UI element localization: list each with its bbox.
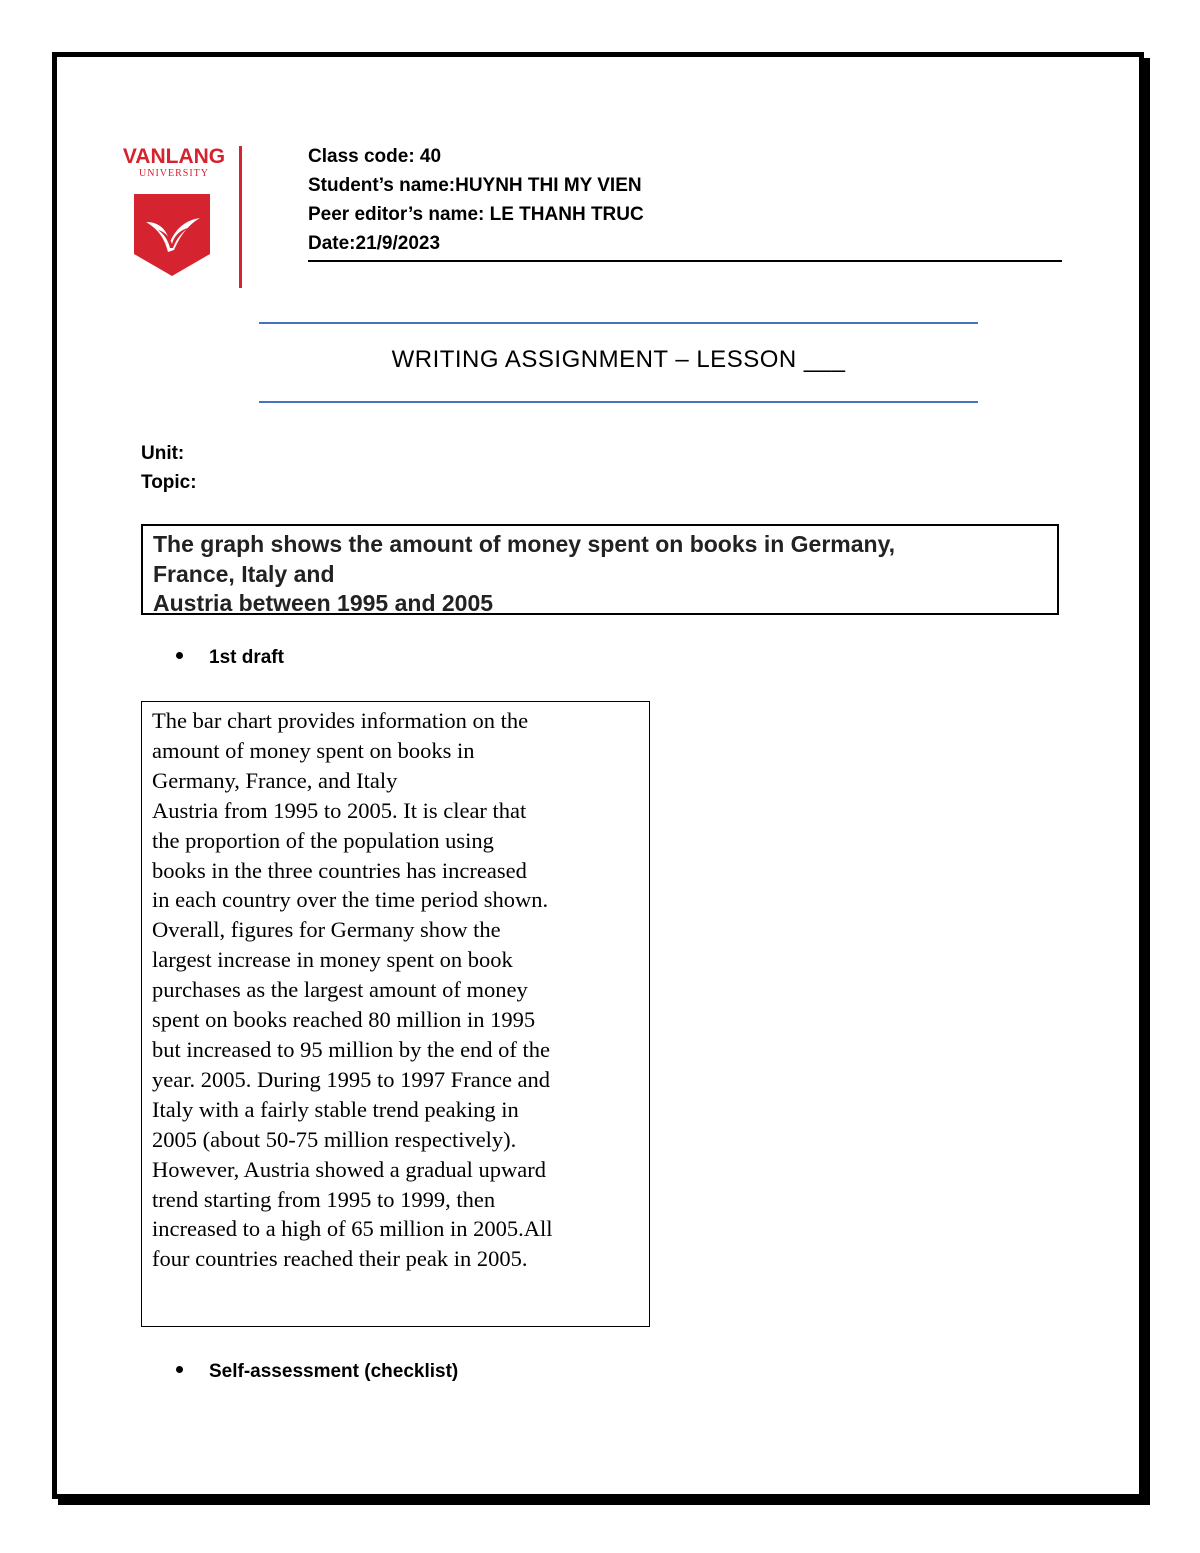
draft-line: Overall, figures for Germany show the [152,917,501,943]
title-rule-top [259,322,978,324]
draft-line: year. 2005. During 1995 to 1997 France and [152,1066,551,1092]
student-name: Student’s name:HUYNH THI MY VIEN [308,175,642,196]
topic-line: Austria between 1995 and 2005 [153,590,494,616]
topic-line: France, Italy and [153,560,335,587]
university-logo [112,146,236,180]
bullet-first-draft [176,647,284,669]
draft-line: in each country over the time period shown. [152,887,549,913]
draft-line: purchases as the largest amount of money [152,977,528,1003]
draft-line: Italy with a fairly stable trend peaking in [152,1096,519,1122]
draft-line: largest increase in money spent on book [152,947,513,973]
draft-line: Austria from 1995 to 2005. It is clear that [152,797,527,823]
draft-line: increased to a high of 65 million in 2005.All [152,1216,553,1242]
draft-line: trend starting from 1995 to 1999, then [152,1186,496,1212]
unit-label: Unit: [141,443,185,464]
title-rule-bottom [259,401,978,403]
peer-editor-name: Peer editor’s name: LE THANH TRUC [308,204,644,225]
bullet-self-assessment [176,1361,458,1383]
bullet-icon [176,652,183,659]
shield-icon [132,192,212,278]
draft-line: The bar chart provides information on the [152,708,529,733]
draft-line: books in the three countries has increased [152,857,527,883]
draft-line: However, Austria showed a gradual upward [152,1156,546,1182]
page-title: WRITING ASSIGNMENT – LESSON ___ [391,346,846,373]
logo-divider [239,146,242,288]
draft-line: four countries reached their peak in 2005. [152,1246,528,1272]
topic-label: Topic: [141,472,197,493]
draft-line: 2005 (about 50-75 million respectively). [152,1126,517,1152]
draft-line: Germany, France, and Italy [152,767,398,793]
draft-line: spent on books reached 80 million in 1995 [152,1007,536,1033]
header-info [308,142,1062,262]
topic-box [141,524,1059,615]
first-draft-label: 1st draft [209,647,284,668]
bullet-icon [176,1366,183,1373]
draft-line: the proportion of the population using [152,827,494,853]
draft-line: amount of money spent on books in [152,737,475,763]
date: Date:21/9/2023 [308,233,441,254]
topic-line: The graph shows the amount of money spent on books in Germany, [153,531,896,557]
self-assessment-label: Self-assessment (checklist) [209,1361,459,1382]
class-code: Class code: 40 [308,146,442,167]
draft-text-box [141,701,650,1327]
draft-line: but increased to 95 million by the end of the [152,1036,551,1062]
logo-wordmark: VANLANG [122,145,226,168]
logo-subtitle: UNIVERSITY [139,168,209,179]
